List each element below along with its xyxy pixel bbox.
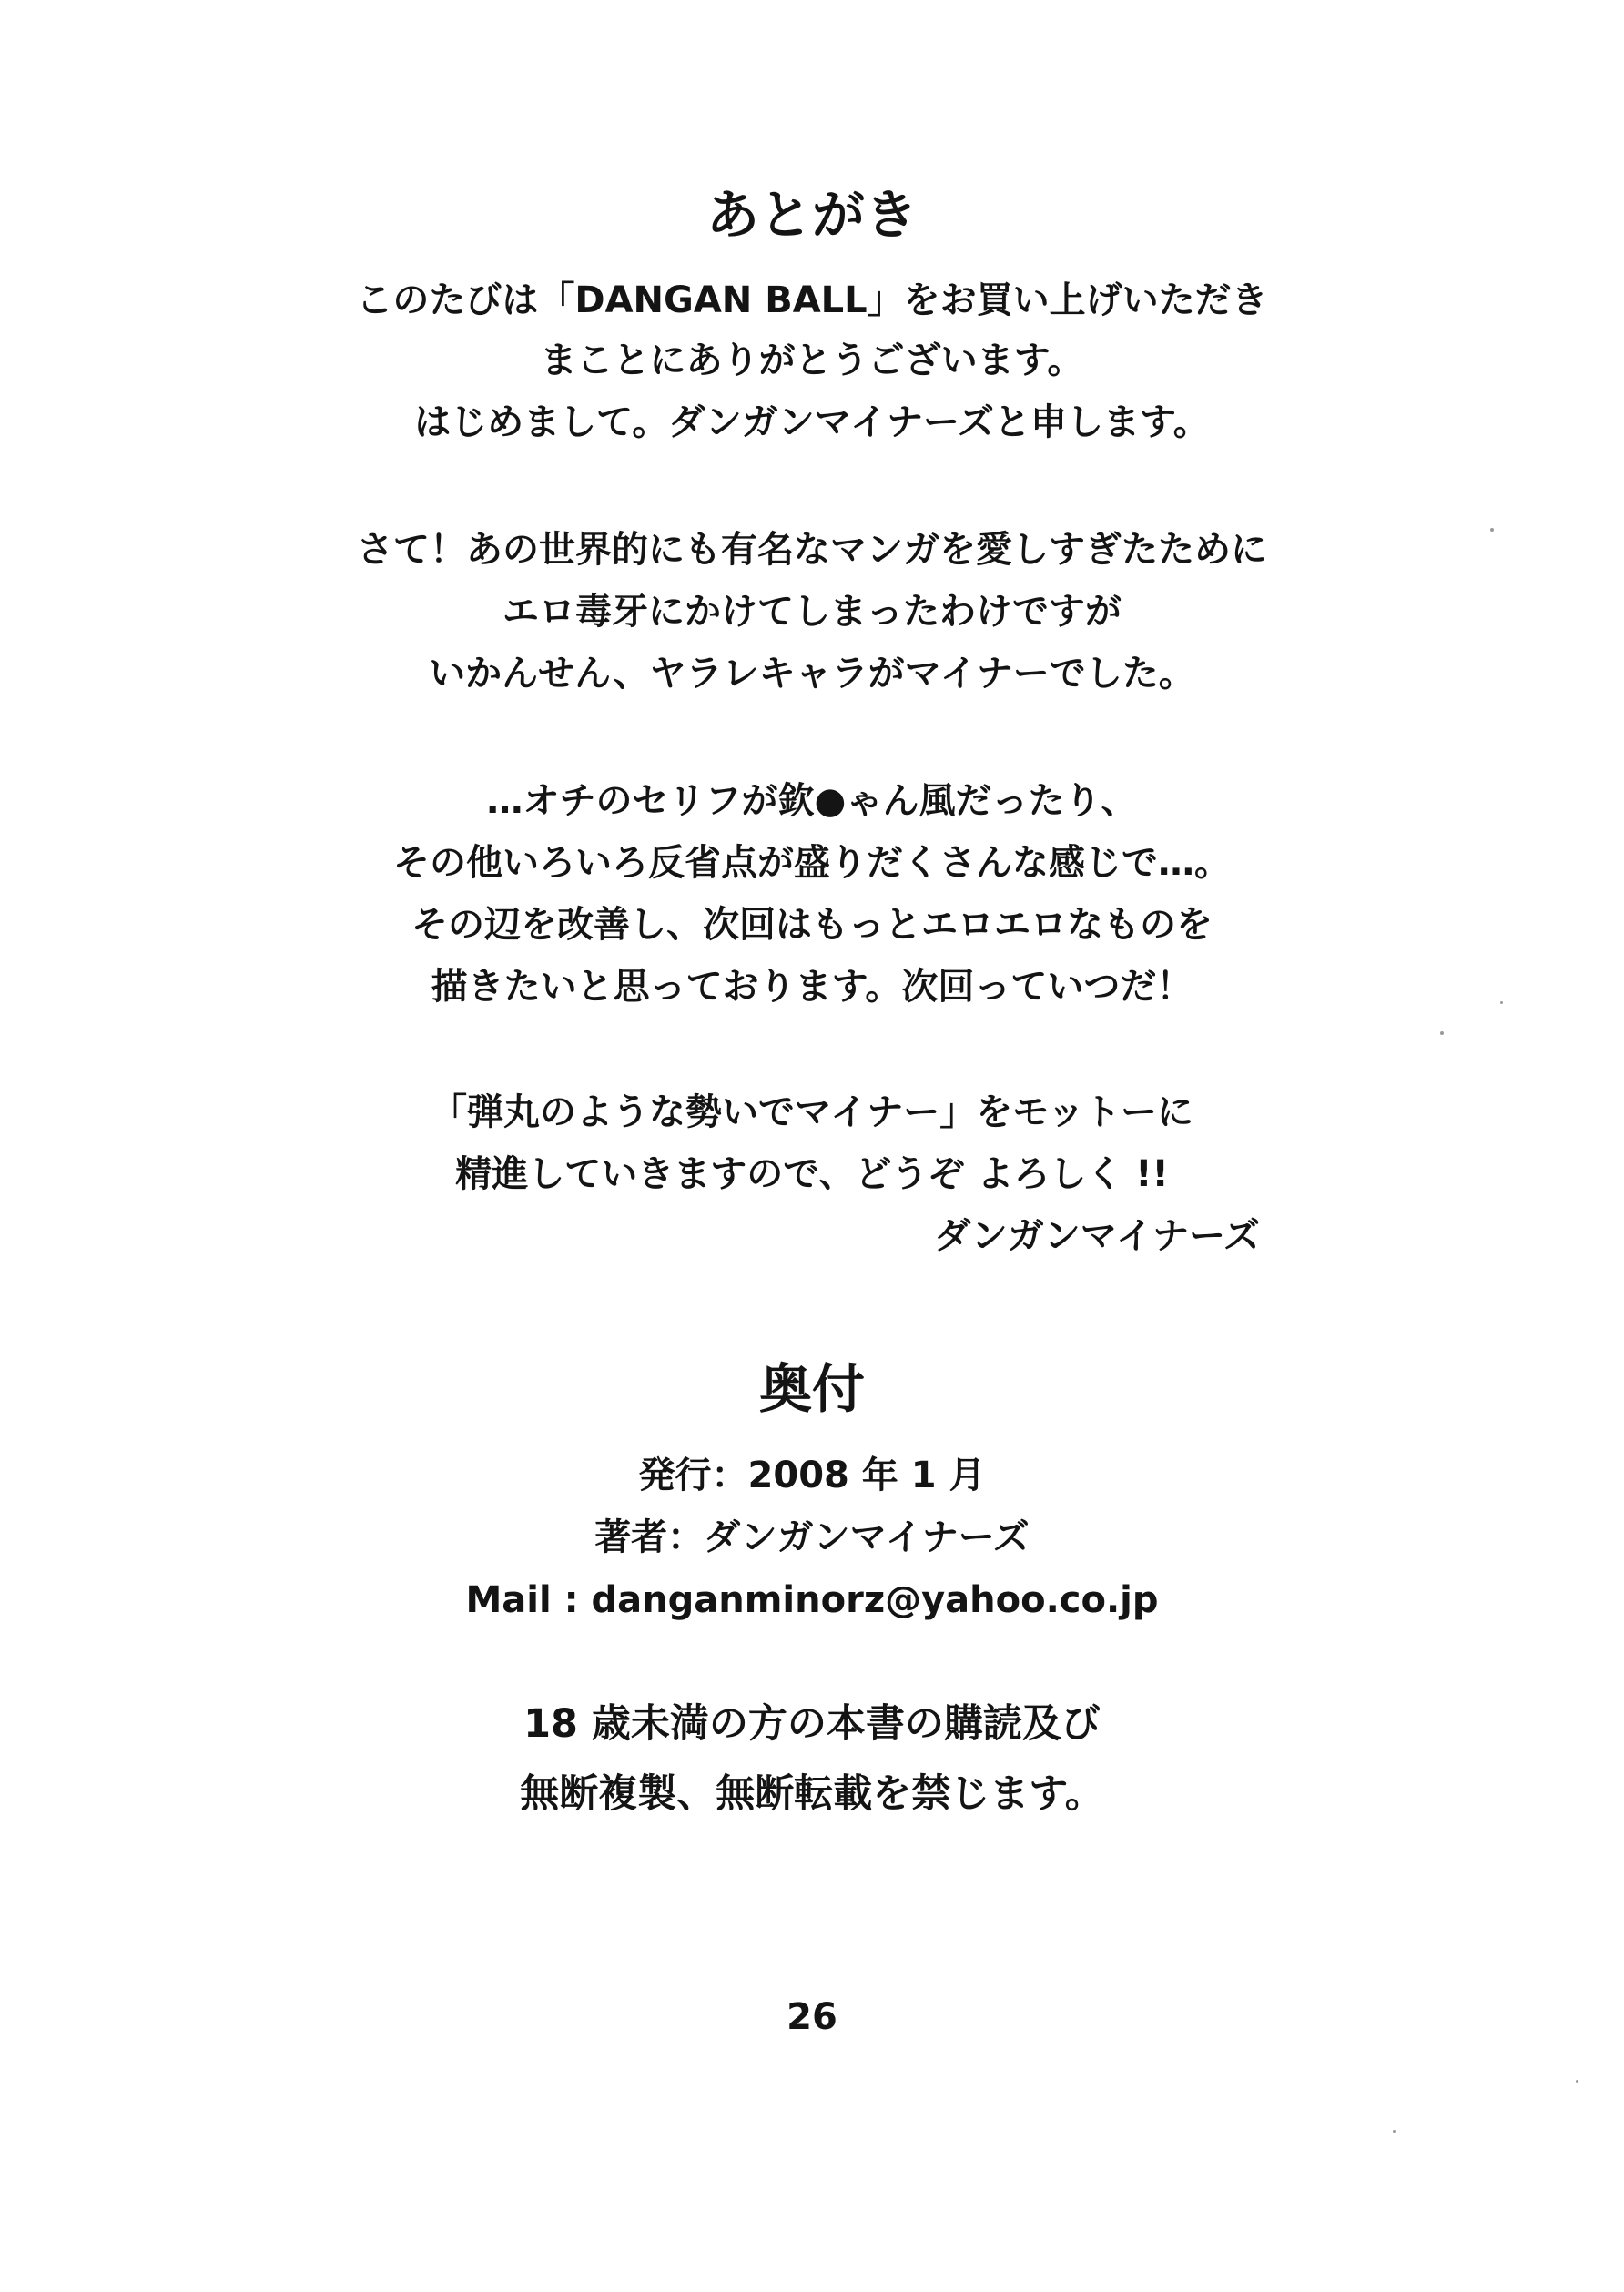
afterword-line: このたびは「DANGAN BALL」をお買い上げいただき (356, 279, 1268, 321)
colophon-author: 著者：ダンガンマイナーズ (594, 1516, 1030, 1558)
scan-speck (1393, 2130, 1396, 2133)
afterword-line: さて！あの世界的にも有名なマンガを愛しすぎたために (357, 529, 1267, 571)
afterword-signature: ダンガンマイナーズ (934, 1215, 1260, 1257)
afterword-title: あとがき (705, 184, 918, 246)
afterword-line: 「弾丸のような勢いでマイナー」をモットーに (431, 1091, 1193, 1133)
afterword-line: …オチのセリフが欽●ゃん風だったり、 (486, 780, 1138, 822)
scan-speck (1490, 528, 1494, 532)
afterword-line: まことにありがとうございます。 (540, 340, 1084, 381)
scan-speck (1576, 2080, 1578, 2083)
page-number: 26 (787, 1996, 837, 2038)
copyright-notice: 無断複製、無断転載を禁じます。 (520, 1771, 1104, 1817)
age-restriction-notice: 18 歳未満の方の本書の購読及び (523, 1701, 1101, 1747)
colophon-published: 発行：2008 年 1 月 (638, 1455, 986, 1496)
colophon-title: 奥付 (758, 1358, 865, 1420)
colophon-mail: Mail : danganminorz@yahoo.co.jp (465, 1579, 1159, 1621)
scan-speck (1500, 1001, 1503, 1004)
afterword-line: その辺を改善し、次回はもっとエロエロなものを (411, 904, 1213, 946)
afterword-line: はじめまして。ダンガンマイナーズと申します。 (414, 401, 1210, 443)
afterword-line: 精進していきますので、どうぞ よろしく !! (455, 1153, 1169, 1195)
afterword-line: その他いろいろ反省点が盛りだくさんな感じで…。 (393, 842, 1231, 884)
afterword-line: エロ毒牙にかけてしまったわけですが (502, 591, 1122, 633)
afterword-line: いかんせん、ヤラレキャラがマイナーでした。 (429, 653, 1195, 695)
afterword-line: 描きたいと思っております。次回っていつだ！ (431, 966, 1193, 1008)
scan-speck (1440, 1031, 1444, 1035)
